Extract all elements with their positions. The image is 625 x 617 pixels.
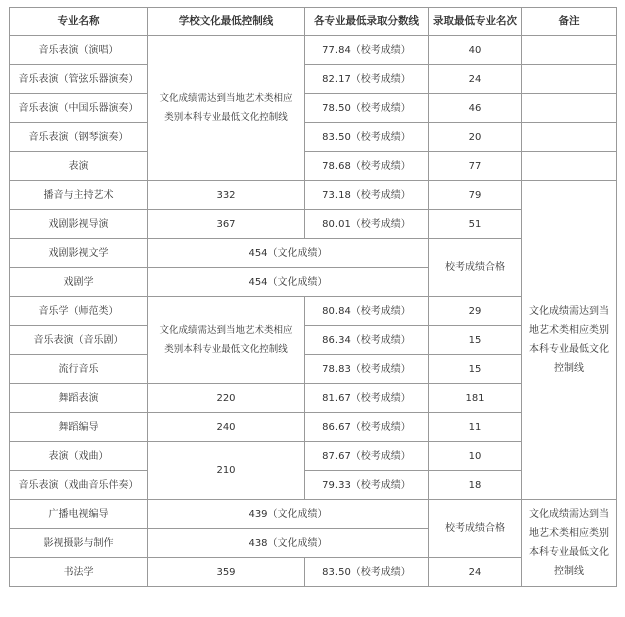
score-cell: 86.34（校考成绩）: [305, 326, 429, 355]
header-min-rank: 录取最低专业名次: [429, 8, 522, 36]
table-row: [10, 123, 617, 152]
culture-score-cell: 454（文化成绩）: [148, 268, 429, 297]
major-cell: 音乐表演（中国乐器演奏）: [10, 94, 148, 123]
major-cell: 音乐表演（戏曲音乐伴奏）: [10, 471, 148, 500]
major-cell: 音乐表演（音乐剧）: [10, 326, 148, 355]
table-row: [10, 152, 617, 181]
score-cell: 80.84（校考成绩）: [305, 297, 429, 326]
score-cell: 80.01（校考成绩）: [305, 210, 429, 239]
culture-requirement-note: 文化成绩需达到当地艺术类相应类别本科专业最低文化控制线: [148, 36, 305, 181]
major-cell: 广播电视编导: [10, 500, 148, 529]
rank-cell: 51: [429, 210, 522, 239]
table-row: [10, 500, 617, 529]
major-cell: 表演: [10, 152, 148, 181]
header-remarks: 备注: [522, 8, 617, 36]
score-cell: 83.50（校考成绩）: [305, 123, 429, 152]
major-cell: 流行音乐: [10, 355, 148, 384]
table-row: [10, 181, 617, 210]
culture-score-cell: 439（文化成绩）: [148, 500, 429, 529]
remarks-note: 文化成绩需达到当地艺术类相应类别本科专业最低文化控制线: [522, 500, 617, 587]
admission-score-table: [9, 7, 617, 587]
rank-cell: 181: [429, 384, 522, 413]
header-min-score: 各专业最低录取分数线: [305, 8, 429, 36]
major-cell: 播音与主持艺术: [10, 181, 148, 210]
school-exam-pass-cell: 校考成绩合格: [429, 500, 522, 558]
header-major: 专业名称: [10, 8, 148, 36]
culture-line-cell: 332: [148, 181, 305, 210]
rank-cell: 20: [429, 123, 522, 152]
rank-cell: 77: [429, 152, 522, 181]
culture-line-cell: 367: [148, 210, 305, 239]
rank-cell: 18: [429, 471, 522, 500]
score-cell: 79.33（校考成绩）: [305, 471, 429, 500]
school-exam-pass-cell: 校考成绩合格: [429, 239, 522, 297]
score-cell: 78.50（校考成绩）: [305, 94, 429, 123]
culture-line-cell: 240: [148, 413, 305, 442]
table-header-row: [10, 8, 617, 36]
major-cell: 戏剧影视文学: [10, 239, 148, 268]
score-cell: 83.50（校考成绩）: [305, 558, 429, 587]
rank-cell: 79: [429, 181, 522, 210]
remarks-cell: [522, 94, 617, 123]
table-row: [10, 94, 617, 123]
major-cell: 戏剧学: [10, 268, 148, 297]
culture-line-cell: 210: [148, 442, 305, 500]
remarks-cell: [522, 65, 617, 94]
major-cell: 音乐表演（演唱）: [10, 36, 148, 65]
major-cell: 书法学: [10, 558, 148, 587]
score-cell: 77.84（校考成绩）: [305, 36, 429, 65]
remarks-cell: [522, 152, 617, 181]
remarks-cell: [522, 36, 617, 65]
score-cell: 81.67（校考成绩）: [305, 384, 429, 413]
score-cell: 78.83（校考成绩）: [305, 355, 429, 384]
remarks-cell: [522, 123, 617, 152]
score-cell: 73.18（校考成绩）: [305, 181, 429, 210]
rank-cell: 24: [429, 65, 522, 94]
major-cell: 表演（戏曲）: [10, 442, 148, 471]
culture-score-cell: 438（文化成绩）: [148, 529, 429, 558]
score-cell: 82.17（校考成绩）: [305, 65, 429, 94]
major-cell: 音乐学（师范类）: [10, 297, 148, 326]
score-cell: 78.68（校考成绩）: [305, 152, 429, 181]
score-cell: 86.67（校考成绩）: [305, 413, 429, 442]
rank-cell: 29: [429, 297, 522, 326]
culture-line-cell: 359: [148, 558, 305, 587]
rank-cell: 10: [429, 442, 522, 471]
major-cell: 舞蹈编导: [10, 413, 148, 442]
major-cell: 音乐表演（管弦乐器演奏）: [10, 65, 148, 94]
remarks-note: 文化成绩需达到当地艺术类相应类别本科专业最低文化控制线: [522, 181, 617, 500]
rank-cell: 46: [429, 94, 522, 123]
major-cell: 舞蹈表演: [10, 384, 148, 413]
table-row: [10, 36, 617, 65]
culture-score-cell: 454（文化成绩）: [148, 239, 429, 268]
major-cell: 戏剧影视导演: [10, 210, 148, 239]
rank-cell: 15: [429, 355, 522, 384]
rank-cell: 24: [429, 558, 522, 587]
major-cell: 影视摄影与制作: [10, 529, 148, 558]
rank-cell: 11: [429, 413, 522, 442]
header-culture-line: 学校文化最低控制线: [148, 8, 305, 36]
culture-line-cell: 220: [148, 384, 305, 413]
culture-requirement-note: 文化成绩需达到当地艺术类相应类别本科专业最低文化控制线: [148, 297, 305, 384]
table-row: [10, 65, 617, 94]
rank-cell: 15: [429, 326, 522, 355]
rank-cell: 40: [429, 36, 522, 65]
admission-score-table-container: [9, 7, 617, 587]
major-cell: 音乐表演（钢琴演奏）: [10, 123, 148, 152]
score-cell: 87.67（校考成绩）: [305, 442, 429, 471]
